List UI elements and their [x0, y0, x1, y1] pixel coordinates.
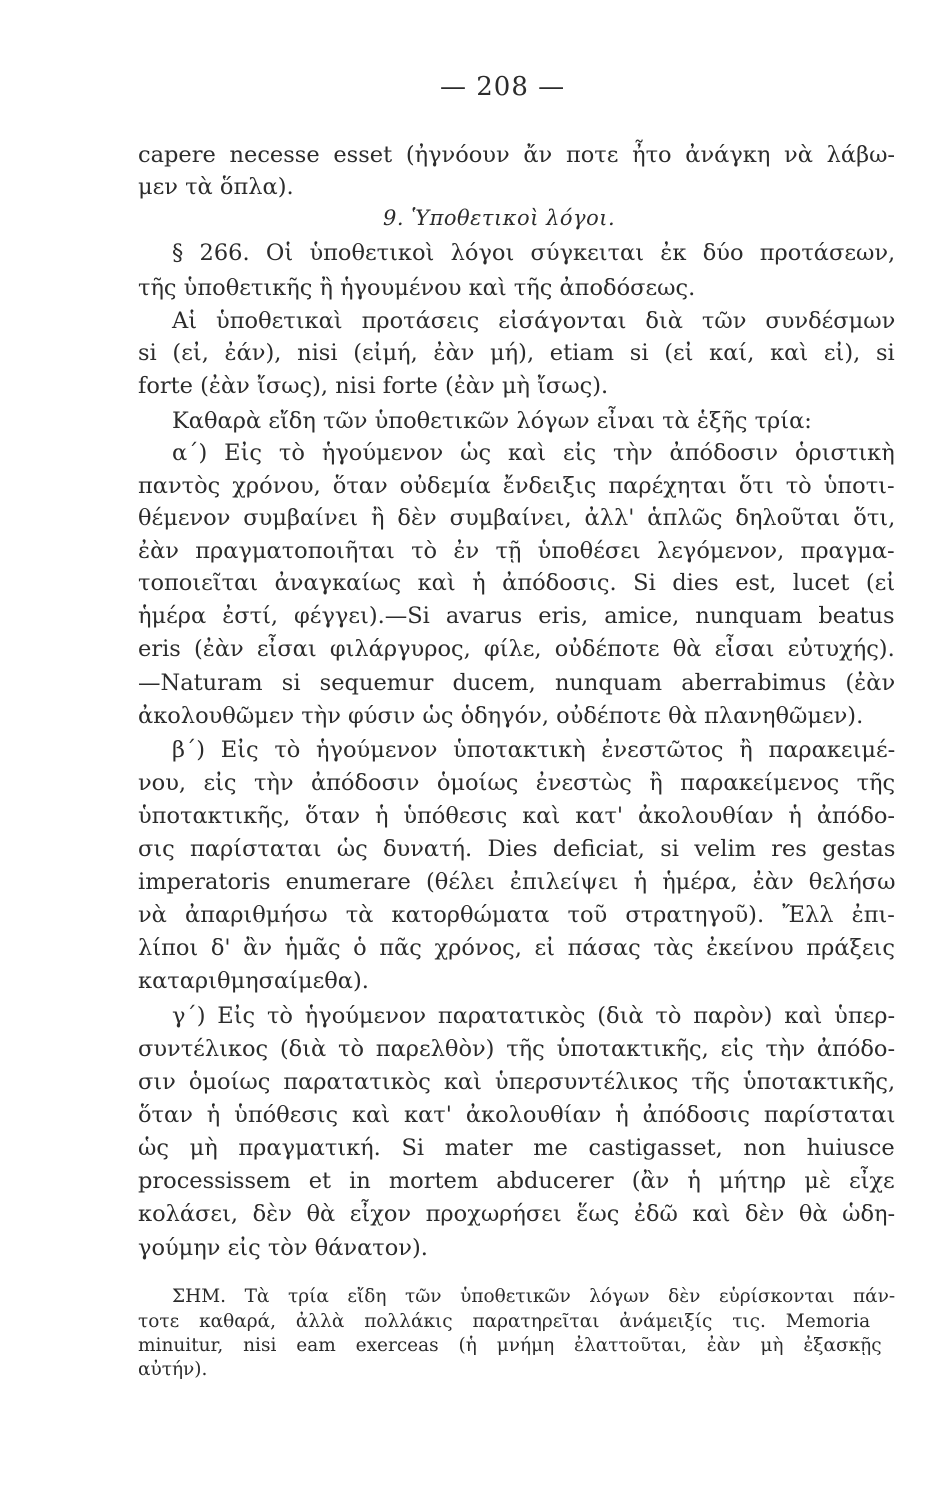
- text-line: σιν ὁμοίως παρατατικὸς καὶ ὑπερσυντέλικος τῆς ὑποτακτικῆς,: [138, 1069, 896, 1095]
- text-line: si (εἰ, ἐάν), nisi (εἰμή, ἐὰν μή), etiam si (εἰ καί, καὶ εἰ), si: [138, 340, 895, 366]
- text-line: γούμην εἰς τὸν θάνατον).: [138, 1235, 428, 1261]
- text-line: παντὸς χρόνου, ὅταν οὐδεμία ἔνδειξις παρέχηται ὅτι τὸ ὑποτι-: [138, 473, 895, 499]
- text-line: λίποι δ' ἂν ἡμᾶς ὁ πᾶς χρόνος, εἰ πάσας τὰς ἐκείνου πράξεις: [138, 935, 895, 961]
- text-line: β΄) Εἰς τὸ ἡγούμενον ὑποτακτικὴ ἐνεστῶτος ἢ παρακειμέ-: [172, 737, 896, 763]
- text-line: ἐὰν πραγματοποιῆται τὸ ἐν τῇ ὑποθέσει λεγόμενον, πραγμα-: [138, 538, 895, 564]
- text-line: forte (ἐὰν ἴσως), nisi forte (ἐὰν μὴ ἴσως).: [138, 373, 609, 399]
- text-line: ὡς μὴ πραγματική. Si mater me castigasset, non huiusce: [138, 1135, 895, 1161]
- text-line: ὑποτακτικῆς, ὅταν ἡ ὑπόθεσις καὶ κατ' ἀκολουθίαν ἡ ἀπόδο-: [138, 803, 896, 829]
- note-line: ΣΗΜ. Τὰ τρία εἴδη τῶν ὑποθετικῶν λόγων δὲν εὑρίσκονται πάν-: [172, 1286, 896, 1307]
- text-line: κολάσει, δὲν θὰ εἶχον προχωρήσει ἕως ἐδῶ καὶ δὲν θὰ ὡδη-: [138, 1201, 896, 1227]
- page-number: — 208 —: [440, 72, 566, 102]
- note-line: αὐτήν).: [138, 1359, 208, 1380]
- note-line: τοτε καθαρά, ἀλλὰ πολλάκις παρατηρεῖται ἀνάμειξίς τις. Memoria: [138, 1311, 871, 1332]
- text-line: ἀκολουθῶμεν τὴν φύσιν ὡς ὁδηγόν, οὐδέποτε θὰ πλανηθῶμεν).: [138, 703, 864, 729]
- text-line: Καθαρὰ εἴδη τῶν ὑποθετικῶν λόγων εἶναι τὰ ἑξῆς τρία:: [172, 408, 812, 434]
- text-line: συντέλικος (διὰ τὸ παρελθὸν) τῆς ὑποτακτικῆς, εἰς τὴν ἀπόδο-: [138, 1036, 896, 1062]
- text-line: θέμενον συμβαίνει ἢ δὲν συμβαίνει, ἀλλ' ἁπλῶς δηλοῦται ὅτι,: [138, 505, 896, 531]
- text-line: μεν τὰ ὅπλα).: [138, 174, 294, 200]
- text-line: τοποιεῖται ἀναγκαίως καὶ ἡ ἀπόδοσις. Si dies est, lucet (εἰ: [138, 570, 896, 596]
- text-line: imperatoris enumerare (θέλει ἐπιλείψει ἡ ἡμέρα, ἐὰν θελήσω: [138, 869, 896, 895]
- text-line: ἡμέρα ἐστί, φέγγει).—Si avarus eris, amice, nunquam beatus: [138, 603, 895, 629]
- text-line: eris (ἐὰν εἶσαι φιλάργυρος, φίλε, οὐδέποτε θὰ εἶσαι εὐτυχής).: [138, 636, 895, 662]
- text-line: —Naturam si sequemur ducem, nunquam aberrabimus (ἐὰν: [138, 670, 896, 696]
- section-heading: 9. Ὑποθετικοὶ λόγοι.: [383, 206, 616, 230]
- text-line: capere necesse esset (ἠγνόουν ἄν ποτε ἦτο ἀνάγκη νὰ λάβω-: [138, 142, 896, 168]
- text-line: καταριθμησαίμεθα).: [138, 968, 369, 994]
- note-line: minuitur, nisi eam exerceas (ἡ μνήμη ἐλαττοῦται, ἐὰν μὴ ἐξασκῇς: [138, 1335, 882, 1356]
- text-line: Αἱ ὑποθετικαὶ προτάσεις εἰσάγονται διὰ τῶν συνδέσμων: [172, 308, 896, 334]
- text-line: σις παρίσταται ὡς δυνατή. Dies deficiat, si velim res gestas: [138, 836, 896, 862]
- text-line: § 266. Οἱ ὑποθετικοὶ λόγοι σύγκειται ἐκ δύο προτάσεων,: [172, 240, 896, 266]
- text-line: νου, εἰς τὴν ἀπόδοσιν ὁμοίως ἐνεστὼς ἢ παρακείμενος τῆς: [138, 770, 896, 796]
- text-line: processissem et in mortem abducerer (ἂν ἡ μήτηρ μὲ εἶχε: [138, 1168, 895, 1194]
- text-line: ὅταν ἡ ὑπόθεσις καὶ κατ' ἀκολουθίαν ἡ ἀπόδοσις παρίσταται: [138, 1102, 896, 1128]
- text-line: νὰ ἀπαριθμήσω τὰ κατορθώματα τοῦ στρατηγοῦ). Ἔλλ ἐπι-: [138, 902, 895, 928]
- text-line: γ΄) Εἰς τὸ ἡγούμενον παρατατικὸς (διὰ τὸ παρὸν) καὶ ὑπερ-: [172, 1003, 896, 1029]
- text-line: α΄) Εἰς τὸ ἡγούμενον ὡς καὶ εἰς τὴν ἀπόδοσιν ὁριστικὴ: [172, 440, 895, 466]
- text-line: τῆς ὑποθετικῆς ἢ ἡγουμένου καὶ τῆς ἀποδόσεως.: [138, 275, 696, 301]
